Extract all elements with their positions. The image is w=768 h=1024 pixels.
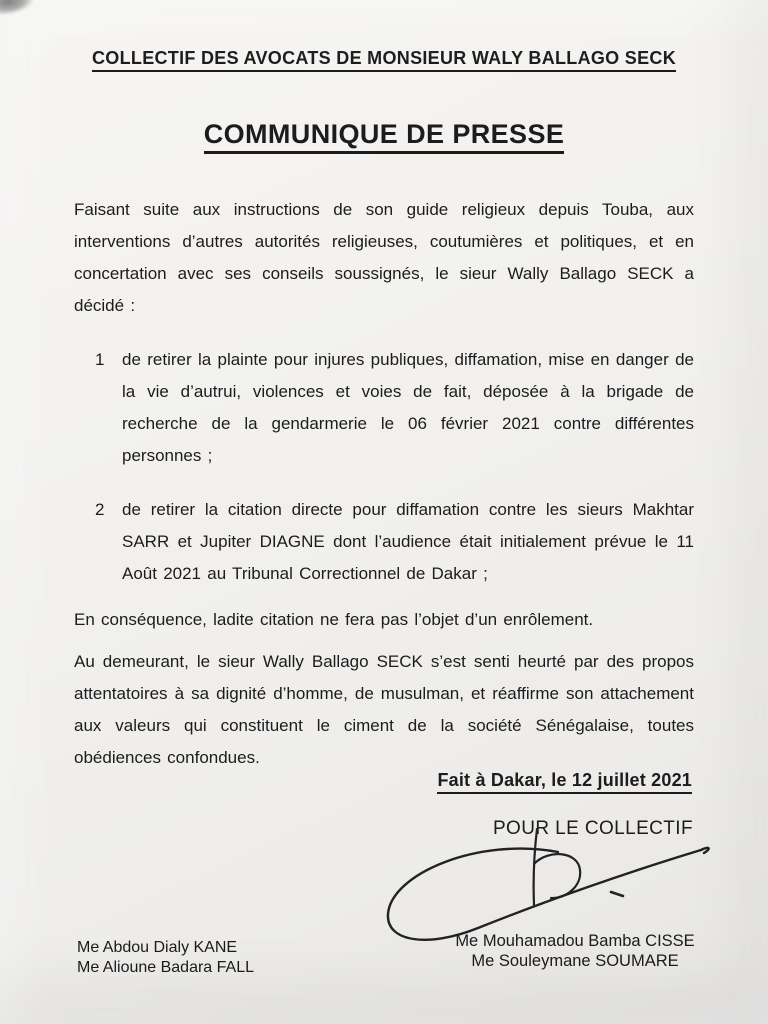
closing-paragraph: Au demeurant, le sieur Wally Ballago SECK s’est senti heurté par des propos attentatoires à sa dignité d’homme, de musulman, et réaffirme son attachement aux valeurs qui constituent le ciment de la société Sénégalaise, toutes obédiences confondues.: [74, 652, 694, 767]
list-item-1-text: de retirer la plainte pour injures publiques, diffamation, mise en danger de la vie d’autrui, violences et voies de fait, déposée à la brigade de recherche de la gendarmerie le 06 février 2021 contre différentes personnes ;: [122, 350, 694, 465]
press-release-title: [74, 118, 694, 150]
signatory-cisse: Me Mouhamadou Bamba CISSE: [455, 932, 695, 950]
list-item-2-number: 2: [95, 500, 105, 519]
signatories-right-block: [424, 932, 726, 971]
for-the-collective-label: POUR LE COLLECTIF: [492, 818, 693, 839]
list-item-2-text: de retirer la citation directe pour diffamation contre les sieurs Makhtar SARR et Jupiter DIAGNE dont l’audience était initialement prévue le 11 Août 2021 au Tribunal Correctionnel de Dakar ;: [122, 500, 694, 583]
press-release-title-text: COMMUNIQUE DE PRESSE: [204, 119, 565, 154]
date-place-text: Fait à Dakar, le 12 juillet 2021: [437, 770, 692, 794]
list-item-1: [74, 344, 694, 472]
signatory-soumare: Me Souleymane SOUMARE: [471, 951, 679, 970]
collective-heading: [74, 46, 694, 70]
signatories-left-block: [77, 938, 254, 977]
signatory-fall: Me Alioune Badara FALL: [77, 958, 255, 976]
signatory-kane: Me Abdou Dialy KANE: [77, 939, 238, 956]
collective-heading-text: COLLECTIF DES AVOCATS DE MONSIEUR WALY BALLAGO SECK: [92, 48, 676, 72]
date-place-line: [437, 770, 692, 791]
list-item-1-number: 1: [95, 350, 105, 369]
consequence-paragraph: En conséquence, ladite citation ne fera pas l’objet d’un enrôlement.: [74, 610, 594, 629]
list-item-2: [74, 494, 694, 590]
intro-paragraph: Faisant suite aux instructions de son guide religieux depuis Touba, aux interventions d’autres autorités religieuses, coutumières et politiques, et en concertation avec ses conseils soussignés, le sieur Wally Ballago SECK a décidé :: [74, 200, 694, 315]
